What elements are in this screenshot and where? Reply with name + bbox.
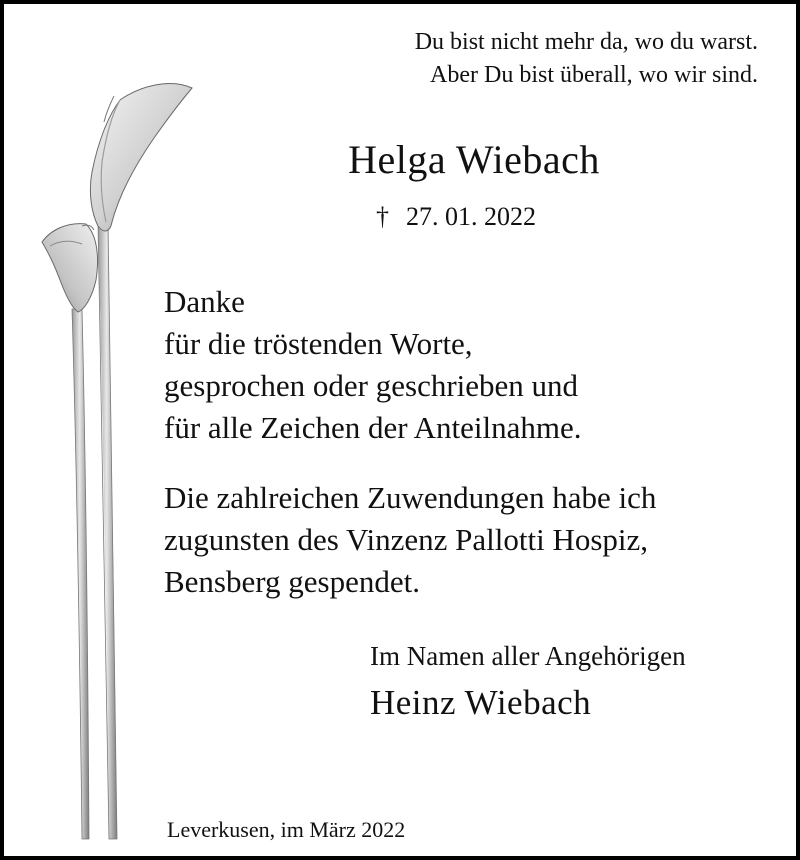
quote-line: Aber Du bist überall, wo wir sind. [430,62,758,88]
calla-lily-icon [32,74,202,844]
donation-line: zugunsten des Vinzenz Pallotti Hospiz, [164,522,649,557]
place-and-date: Leverkusen, im März 2022 [167,817,406,842]
signature-intro: Im Namen aller Angehörigen [370,641,686,671]
donation-line: Bensberg gespendet. [164,564,420,599]
death-date: 27. 01. 2022 [406,202,536,231]
dagger-icon: † [376,202,389,231]
quote-line: Du bist nicht mehr da, wo du warst. [414,29,758,55]
memorial-quote [415,26,758,92]
thanks-line: für alle Zeichen der Anteilnahme. [164,410,582,445]
donation-paragraph [164,477,656,603]
thanks-paragraph [164,281,581,449]
thanks-line: gesprochen oder geschrieben und [164,368,579,403]
thanks-line: Danke [164,284,245,319]
death-date-line [376,202,536,232]
signature-name: Heinz Wiebach [370,683,592,722]
deceased-name: Helga Wiebach [348,137,600,182]
thanks-line: für die tröstenden Worte, [164,326,473,361]
donation-line: Die zahlreichen Zuwendungen habe ich [164,480,657,515]
